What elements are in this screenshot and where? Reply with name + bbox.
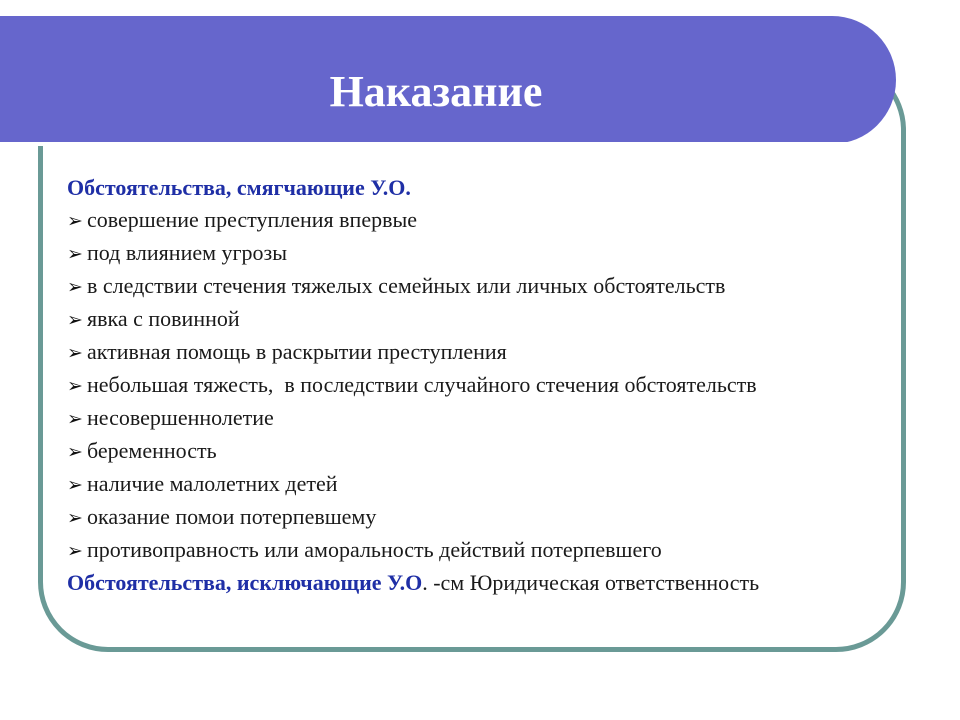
arrow-bullet-icon: ➢ [67,243,83,265]
list-item [67,402,927,435]
slide-title: Наказание [329,67,543,116]
arrow-bullet-icon: ➢ [67,276,83,298]
excluding-reference: . -см Юридическая ответственность [422,570,760,595]
list-item-text: беременность [87,438,217,463]
title-bar [0,16,896,144]
list-item-text: под влиянием угрозы [87,240,288,265]
list-item [67,534,927,567]
list-item [67,501,927,534]
title-underline [0,142,848,146]
arrow-bullet-icon: ➢ [67,342,83,364]
list-item-text: оказание помои потерпевшему [87,504,377,529]
arrow-bullet-icon: ➢ [67,408,83,430]
excluding-line [67,567,927,599]
arrow-bullet-icon: ➢ [67,441,83,463]
mitigating-heading: Обстоятельства, смягчающие У.О. [67,175,411,200]
list-item [67,237,927,270]
list-item-text: явка с повинной [87,306,240,331]
excluding-heading: Обстоятельства, исключающие У.О [67,570,423,595]
list-item [67,435,927,468]
list-item [67,369,927,402]
list-item-text: небольшая тяжесть, в последствии случайного стечения обстоятельств [87,372,757,397]
list-item [67,336,927,369]
arrow-bullet-icon: ➢ [67,474,83,496]
list-item-text: несовершеннолетие [87,405,274,430]
list-item-text: противоправность или аморальность действий потерпевшего [87,537,662,562]
arrow-bullet-icon: ➢ [67,507,83,529]
list-item [67,204,927,237]
list-item-text: активная помощь в раскрытии преступления [87,339,507,364]
arrow-bullet-icon: ➢ [67,309,83,331]
list-item [67,270,927,303]
list-item [67,468,927,501]
arrow-bullet-icon: ➢ [67,540,83,562]
list-item-text: совершение преступления впервые [87,207,418,232]
arrow-bullet-icon: ➢ [67,375,83,397]
list-item-text: наличие малолетних детей [87,471,338,496]
list-item [67,303,927,336]
list-item-text: в следствии стечения тяжелых семейных или личных обстоятельств [87,273,726,298]
arrow-bullet-icon: ➢ [67,210,83,232]
slide-body [67,172,927,599]
